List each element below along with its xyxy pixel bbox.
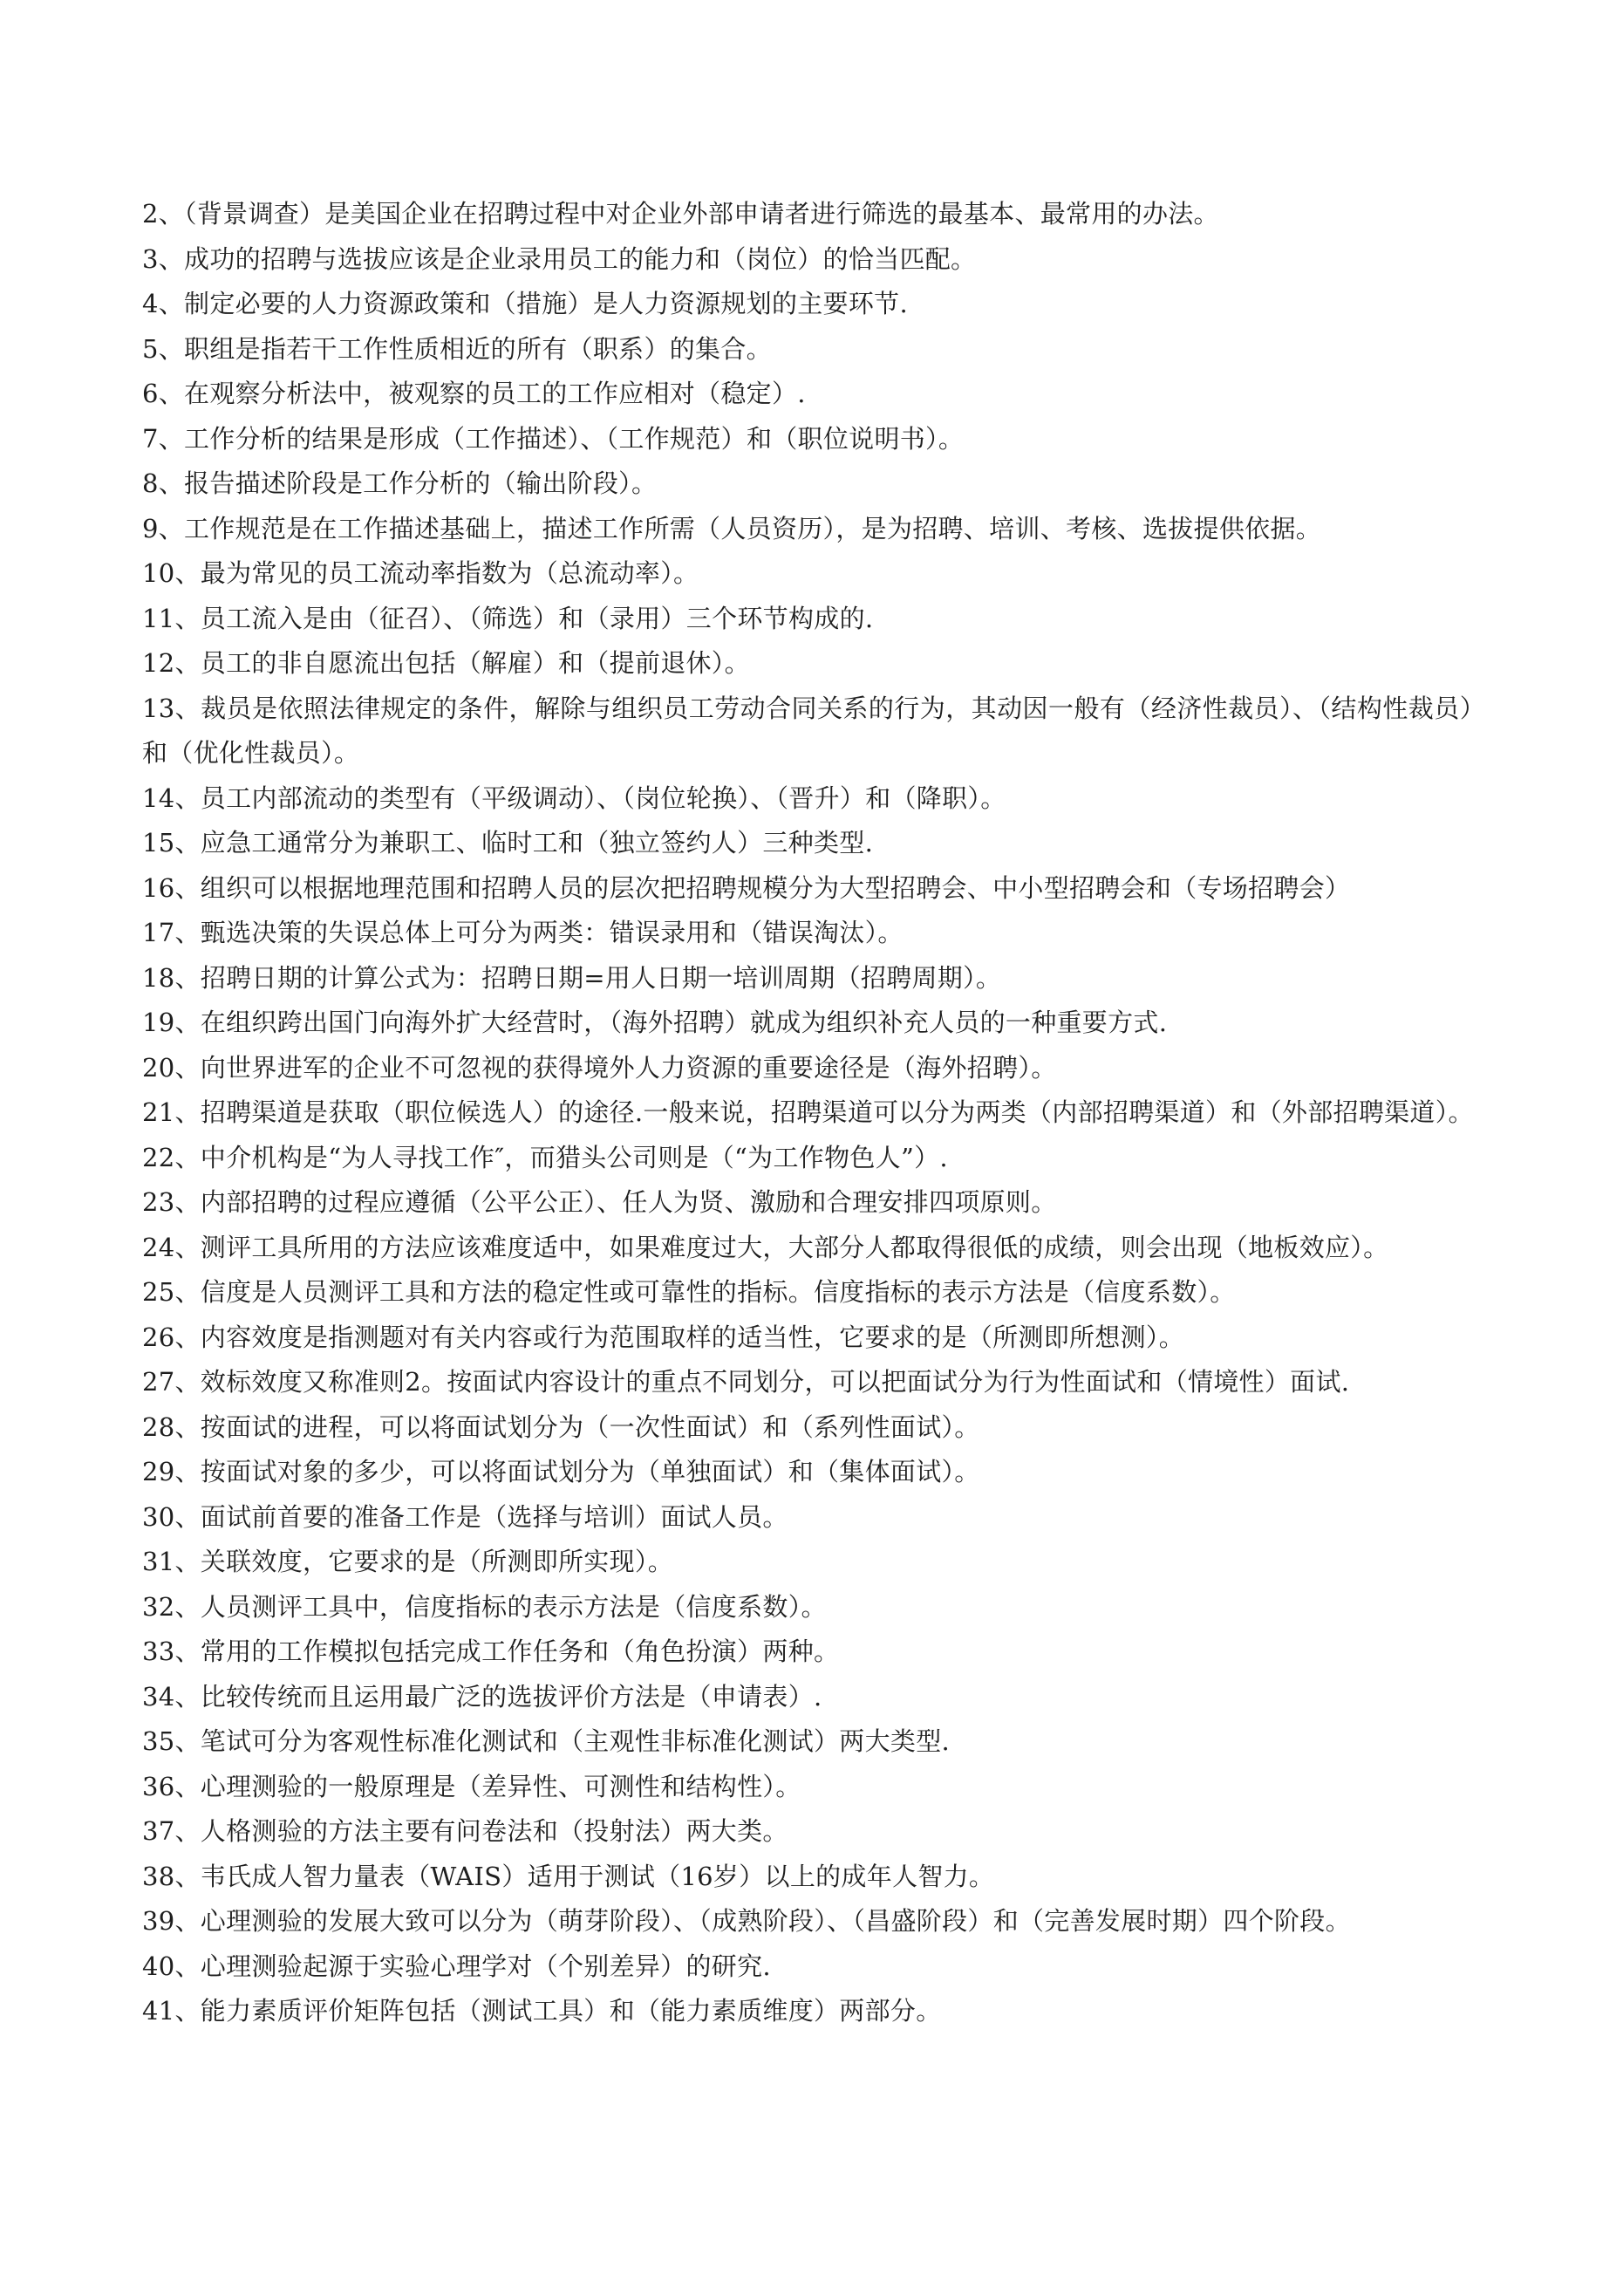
list-item: 6、在观察分析法中，被观察的员工的工作应相对（稳定）. — [142, 379, 806, 408]
list-item: 30、面试前首要的准备工作是（选择与培训）面试人员。 — [142, 1501, 788, 1532]
list-item: 27、效标效度又称准则2。按面试内容设计的重点不同划分，可以把面试分为行为性面试和（情境性）面试. — [142, 1367, 1350, 1397]
list-item: 17、甄选决策的失误总体上可分为两类：错误录用和（错误淘汰）。 — [142, 918, 904, 947]
list-item: 22、中介机构是“为人寻找工作″，而猎头公司则是（“为工作物色人”）. — [142, 1142, 948, 1172]
list-item: 13、裁员是依照法律规定的条件，解除与组织员工劳动合同关系的行为，其动因一般有（经济性裁员）、（结构性裁员）和（优化性裁员）。 — [142, 693, 1485, 768]
list-item: 15、应急工通常分为兼职工、临时工和（独立签约人）三种类型. — [142, 828, 874, 858]
list-item: 41、能力素质评价矩阵包括（测试工具）和（能力素质维度）两部分。 — [142, 1996, 942, 2026]
list-item: 20、向世界进军的企业不可忽视的获得境外人力资源的重要途径是（海外招聘）。 — [142, 1052, 1057, 1083]
list-item: 35、笔试可分为客观性标准化测试和（主观性非标准化测试）两大类型. — [142, 1726, 951, 1756]
list-item: 12、员工的非自愿流出包括（解雇）和（提前退休）。 — [142, 648, 750, 678]
list-item: 3、成功的招聘与选拔应该是企业录用员工的能力和（岗位）的恰当匹配。 — [142, 243, 977, 274]
list-item: 38、韦氏成人智力量表（WAIS）适用于测试（16岁）以上的成年人智力。 — [142, 1861, 995, 1891]
list-item: 9、工作规范是在工作描述基础上，描述工作所需（人员资历），是为招聘、培训、考核、选拔提供依据。 — [142, 513, 1322, 543]
list-item: 8、报告描述阶段是工作分析的（输出阶段）。 — [142, 468, 658, 498]
list-item: 19、在组织跨出国门向海外扩大经营时，（海外招聘）就成为组织补充人员的一种重要方式. — [142, 1008, 1168, 1037]
list-item: 11、员工流入是由（征召）、（筛选）和（录用）三个环节构成的. — [142, 603, 874, 633]
list-item: 21、招聘渠道是获取（职位候选人）的途径.一般来说，招聘渠道可以分为两类（内部招聘渠道）和（外部招聘渠道）。 — [142, 1097, 1474, 1127]
list-item: 24、测评工具所用的方法应该难度适中，如果难度过大，大部分人都取得很低的成绩，则会出现（地板效应）。 — [142, 1232, 1389, 1262]
list-item: 4、制定必要的人力资源政策和（措施）是人力资源规划的主要环节. — [142, 289, 908, 318]
list-item: 34、比较传统而且运用最广泛的选拔评价方法是（申请表）. — [142, 1681, 822, 1712]
list-item: 40、心理测验起源于实验心理学对（个别差异）的研究. — [142, 1951, 771, 1981]
list-item: 2、（背景调查）是美国企业在招聘过程中对企业外部申请者进行筛选的最基本、最常用的办法。 — [142, 199, 1219, 229]
list-item: 14、员工内部流动的类型有（平级调动）、（岗位轮换）、（晋升）和（降职）。 — [142, 782, 1006, 813]
list-item: 18、招聘日期的计算公式为：招聘日期=用人日期一培训周期（招聘周期）。 — [142, 962, 1002, 993]
list-item: 36、心理测验的一般原理是（差异性、可测性和结构性）。 — [142, 1771, 801, 1801]
document-body — [142, 192, 1485, 2034]
list-item: 7、工作分析的结果是形成（工作描述）、（工作规范）和（职位说明书）。 — [142, 423, 965, 454]
list-item: 23、内部招聘的过程应遵循（公平公正）、任人为贤、激励和合理安排四项原则。 — [142, 1187, 1057, 1217]
list-item: 10、最为常见的员工流动率指数为（总流动率）。 — [142, 558, 699, 588]
list-item: 28、按面试的进程，可以将面试划分为（一次性面试）和（系列性面试）。 — [142, 1411, 980, 1442]
list-item: 37、人格测验的方法主要有问卷法和（投射法）两大类。 — [142, 1816, 788, 1846]
list-item: 31、关联效度，它要求的是（所测即所实现）。 — [142, 1547, 674, 1576]
list-item: 5、职组是指若干工作性质相近的所有（职系）的集合。 — [142, 333, 772, 364]
list-item: 16、组织可以根据地理范围和招聘人员的层次把招聘规模分为大型招聘会、中小型招聘会和（专场招聘会） — [142, 872, 1351, 903]
list-item: 29、按面试对象的多少，可以将面试划分为（单独面试）和（集体面试）。 — [142, 1457, 980, 1486]
list-item: 32、人员测评工具中，信度指标的表示方法是（信度系数）。 — [142, 1591, 827, 1622]
list-item: 33、常用的工作模拟包括完成工作任务和（角色扮演）两种。 — [142, 1637, 840, 1666]
list-item: 39、心理测验的发展大致可以分为（萌芽阶段）、（成熟阶段）、（昌盛阶段）和（完善发展时期）四个阶段。 — [142, 1906, 1351, 1936]
list-item: 25、信度是人员测评工具和方法的稳定性或可靠性的指标。信度指标的表示方法是（信度系数）。 — [142, 1277, 1236, 1307]
list-item: 26、内容效度是指测题对有关内容或行为范围取样的适当性，它要求的是（所测即所想测）。 — [142, 1322, 1185, 1352]
